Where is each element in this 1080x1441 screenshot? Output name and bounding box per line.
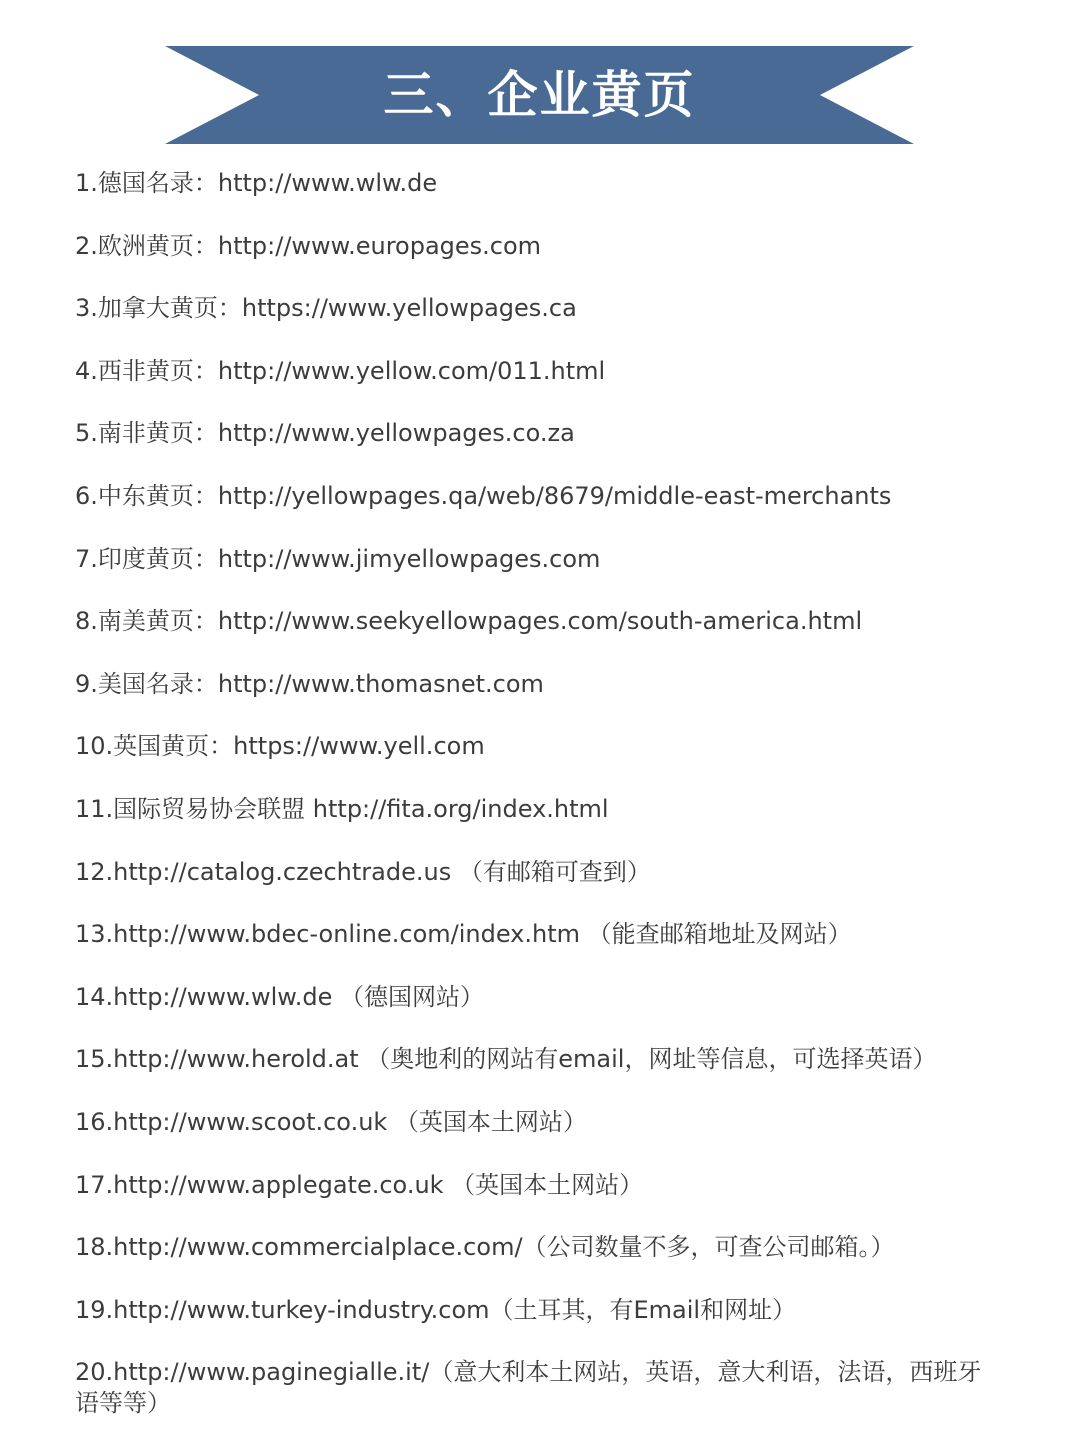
- list-item: 17.http://www.applegate.co.uk （英国本土网站）: [75, 1170, 644, 1199]
- list-item: 12.http://catalog.czechtrade.us （有邮箱可查到）: [75, 857, 651, 886]
- yellow-pages-list: [75, 158, 1015, 1420]
- list-item: 9.美国名录：http://www.thomasnet.com: [75, 669, 544, 698]
- list-item: 3.加拿大黄页：https://www.yellowpages.ca: [75, 294, 577, 323]
- list-item: 15.http://www.herold.at （奥地利的网站有email，网址等信息，可选择英语）: [75, 1045, 937, 1074]
- list-item: 11.国际贸易协会联盟 http://fita.org/index.html: [75, 794, 609, 823]
- list-item: 2.欧洲黄页：http://www.europages.com: [75, 231, 542, 260]
- list-item: 16.http://www.scoot.co.uk （英国本土网站）: [75, 1107, 587, 1136]
- list-item: 4.西非黄页：http://www.yellow.com/011.html: [75, 356, 606, 385]
- list-item: 20.http://www.paginegialle.it/（意大利本土网站，英语，意大利语，法语，西班牙语等等）: [75, 1358, 982, 1418]
- list-item: 10.英国黄页：https://www.yell.com: [75, 732, 485, 761]
- list-item: 6.中东黄页：http://yellowpages.qa/web/8679/middle-east-merchants: [75, 481, 892, 510]
- list-item: 5.南非黄页：http://www.yellowpages.co.za: [75, 419, 575, 448]
- list-item: 13.http://www.bdec-online.com/index.htm （能查邮箱地址及网站）: [75, 920, 852, 949]
- list-item: 19.http://www.turkey-industry.com（土耳其，有Email和网址）: [75, 1295, 797, 1324]
- page-title: 三、企业黄页: [383, 66, 696, 124]
- list-item: 7.印度黄页：http://www.jimyellowpages.com: [75, 544, 601, 573]
- list-item: 14.http://www.wlw.de （德国网站）: [75, 982, 484, 1011]
- title-banner: [165, 46, 914, 144]
- list-item: 18.http://www.commercialplace.com/（公司数量不多，可查公司邮箱。）: [75, 1233, 895, 1262]
- list-item: 1.德国名录：http://www.wlw.de: [75, 169, 438, 197]
- list-item: 8.南美黄页：http://www.seekyellowpages.com/south-america.html: [75, 607, 863, 636]
